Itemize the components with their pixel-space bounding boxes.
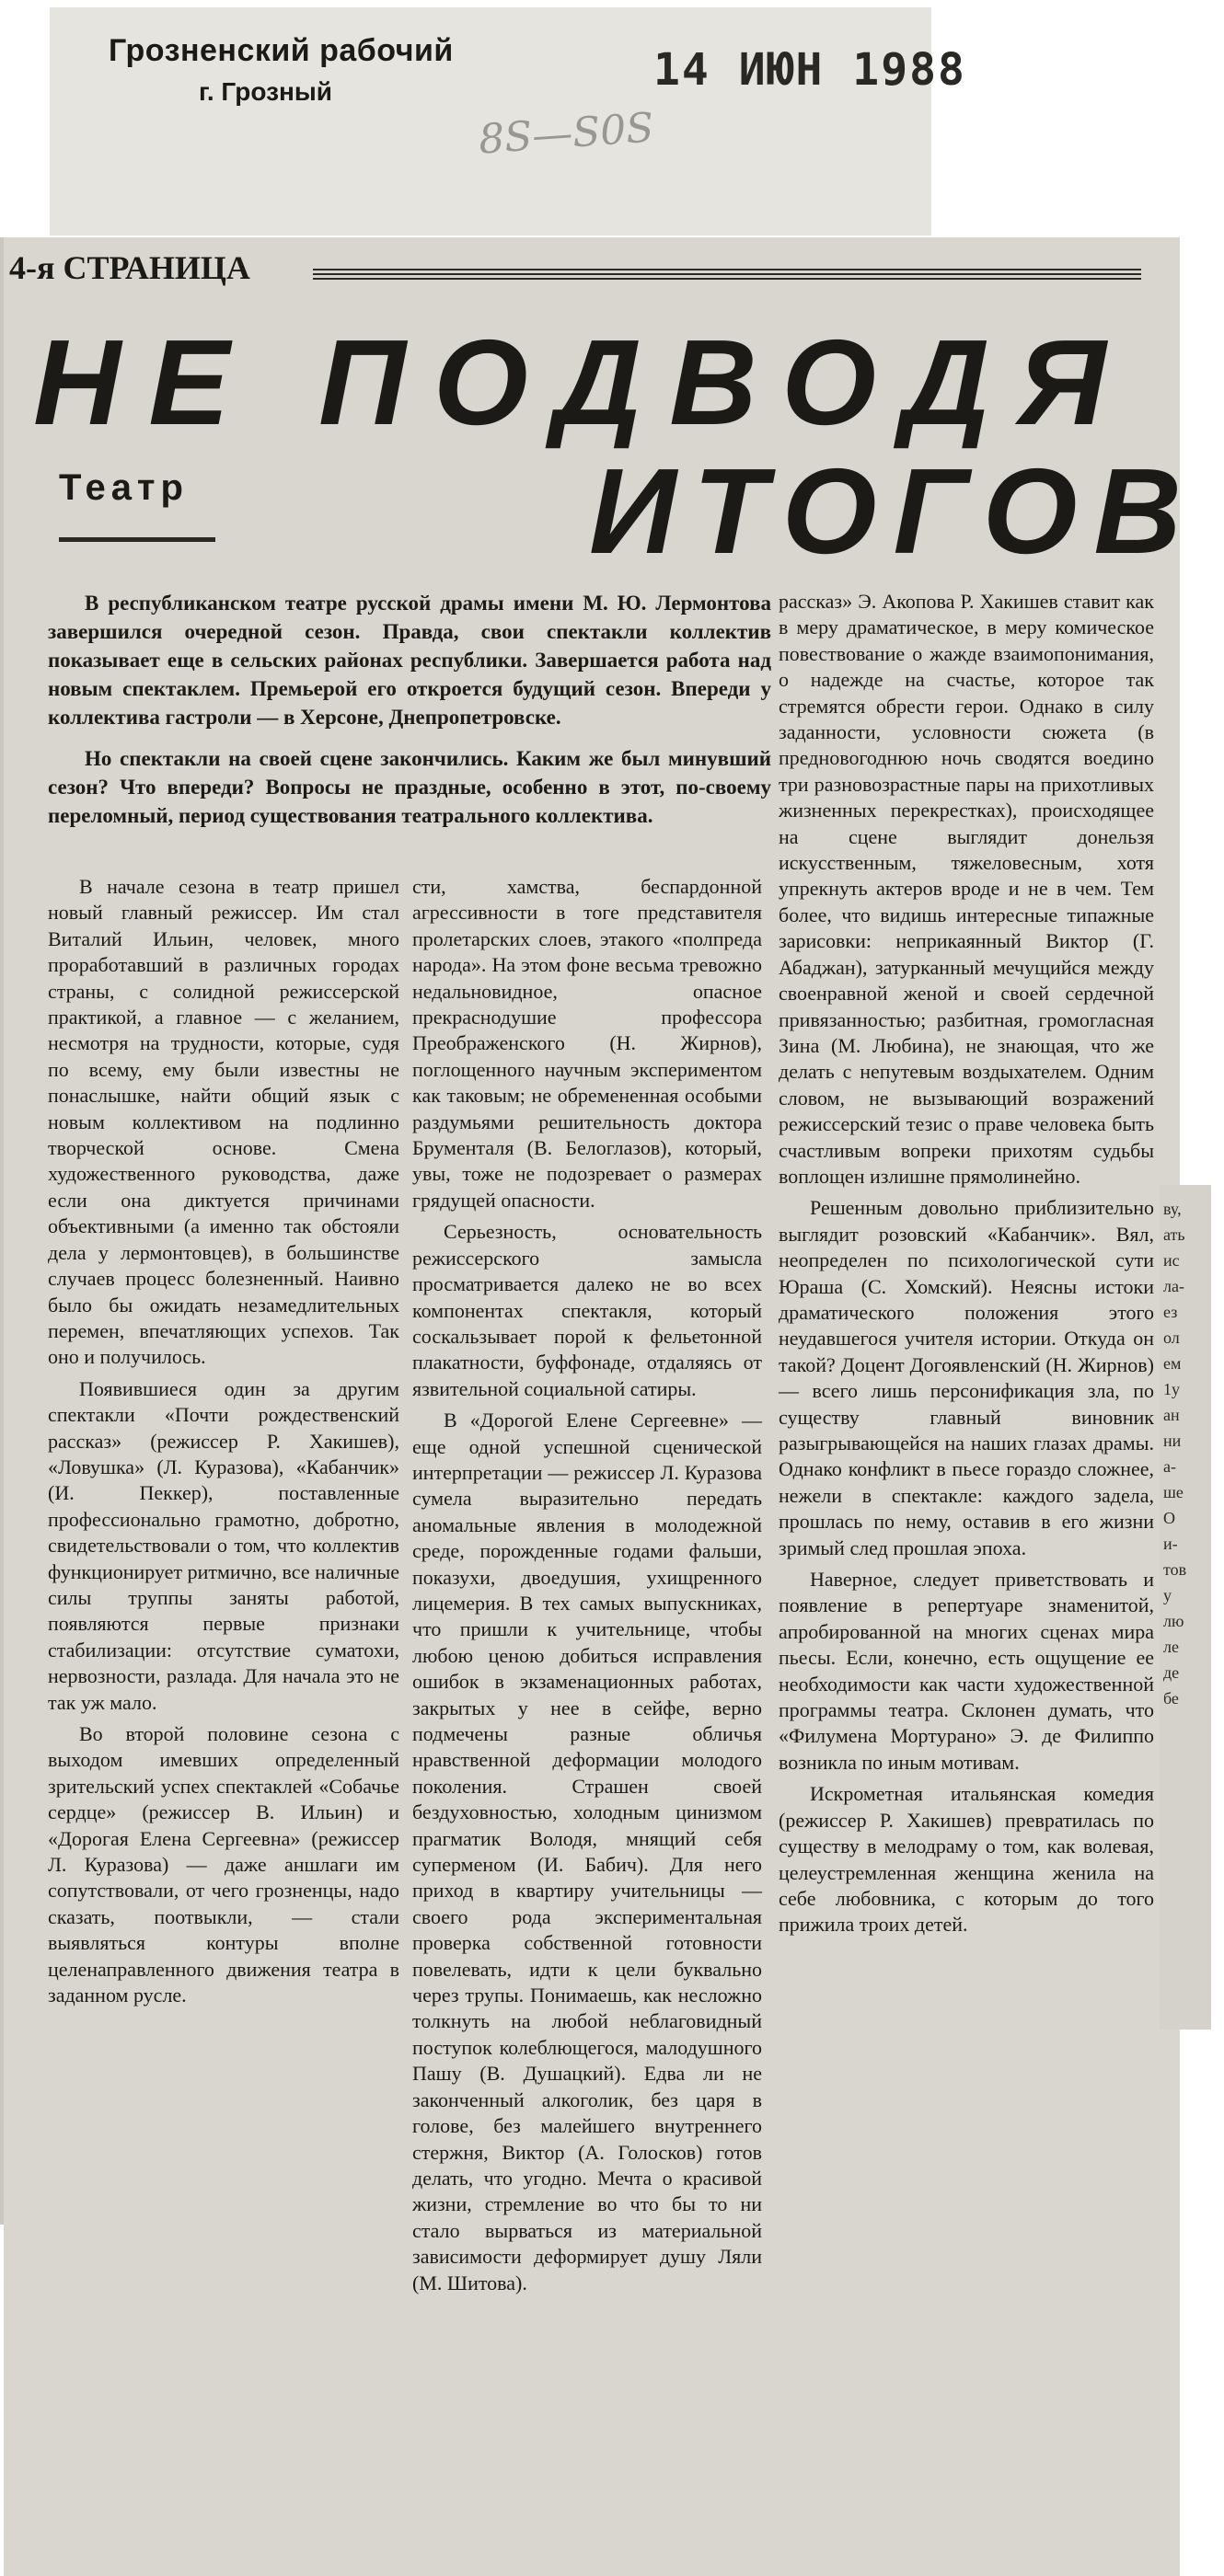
fragment-line: ис — [1163, 1251, 1180, 1270]
body-paragraph: Серьезность, основательность режиссерского замысла просматривается далеко не во всех компонентах спектакля, который соскальзывает порой к фельетонной плакатности, буффонаде, отдаляясь от язвительной социальной сатиры. — [412, 1220, 762, 1400]
body-paragraph: сти, хамства, беспардонной агрессивности в тоге представителя пролетарских слоев, этакого «полпреда народа». На этом фоне весьма тревожно недальновидное, опасное прекраснодушие профессора Преображенского (Н. Жирнов), поглощенного научным экспериментом как таковым; не обремененная особыми раздумьями решительность доктора Брументаля (В. Белоглазов), который, увы, тоже не подозревает о размерах грядущей опасности. — [412, 875, 762, 1212]
margin-fragment-text — [1163, 1196, 1207, 2015]
fragment-line: а- — [1163, 1457, 1176, 1476]
fragment-line: ни — [1163, 1432, 1182, 1450]
body-paragraph: Решенным довольно приблизительно выглядит розовский «Кабанчик». Вял, неопределен по психологической сути Юраша (С. Хомский). Неясны истоки драматического положения этого неудавшегося учителя истории. Откуда он такой? Доцент Догоявленский (Н. Жирнов) — всего лишь персонификация зла, по существу главный виновник разыгрывающейся на наших глазах драмы. Однако конфликт в пьесе гораздо сложнее, нежели в спектакле: каждого задела, прошлась по нему, оставив в его жизни зримый след прошлая эпоха. — [779, 1196, 1154, 1559]
text-column-3 — [779, 589, 1154, 1944]
fragment-line: лю — [1163, 1612, 1184, 1630]
text-column-2 — [412, 874, 762, 2302]
fragment-line: ан — [1163, 1406, 1180, 1424]
lead-paragraph: Но спектакли на своей сцене закончились. Каким же был минувший сезон? Что впереди? Вопросы не праздные, особенно в этот, по-своему переломный, период существования театрального коллектива. — [48, 747, 771, 827]
body-paragraph: Искрометная итальянская комедия (режиссер Р. Хакишев) превратилась по существу в мелодраму о том, как волевая, целеустремленная женщина женила на себе любовника, с которым до того прижила троих детей. — [779, 1782, 1154, 1937]
article-lead — [48, 589, 771, 830]
text-column-1 — [48, 874, 399, 2014]
fragment-line: ол — [1163, 1328, 1180, 1347]
rubric-label: Театр — [59, 467, 189, 508]
body-paragraph: рассказ» Э. Акопова Р. Хакишев ставит как в меру драматическое, в меру комическое повествование о жажде взаимопонимания, о надежде на счастье, которое так стремятся обрести герои. Однако в силу заданности, условности сюжета (в предновогоднюю ночь сводятся воедино три разновозрастные пары на прихотливых жизненных перекрестках), происходящее на сцене выглядит донельзя искусственным, тяжеловесным, хотя упрекнуть актеров вроде и не в чем. Тем более, что видишь интересные типажные зарисовки: неприкаянный Виктор (Г. Абаджан), затурканный мечущийся между своенравной женой и своей сердечной привязанностью; разбитная, громогласная Зина (М. Любина), не знающая, что же делать с непутевым воздыхателем. Одним словом, не вызывающий возражений режиссерский тезис о праве человека быть счастливым вопреки прихотям судьбы воплощен излишне прямолинейно. — [779, 590, 1154, 1188]
body-paragraph: В начале сезона в театр пришел новый главный режиссер. Им стал Виталий Ильин, человек, много проработавший в различных городах страны, с солидной режиссерской практикой, а главное — с желанием, несмотря на трудности, которые, судя по всему, ему были известны не понаслышке, найти общий язык с новым коллективом на подлинно творческой основе. Смена художественного руководства, даже если она диктуется причинами объективными (а именно так обстояли дела у лермонтовцев), в большинстве случаев процесс болезненный. Наивно было бы ожидать незамедлительных перемен, впечатляющих успехов. Так оно и получилось. — [48, 875, 399, 1369]
fragment-line: ем — [1163, 1354, 1182, 1373]
fragment-line: ла- — [1163, 1277, 1184, 1295]
body-paragraph: В «Дорогой Елене Сергеевне» — еще одной успешной сценической интерпретации — режиссер Л. Куразова сумела выразительно передать аномальные явления в молодежной среде, порожденные годами фальши, показухи, двоедушия, ухищренного лицемерия. В тех самых выпускниках, что пришли к учительнице, чтобы любою ценою добиться исправления ошибок в экзаменационных работах, закрытых у нее в сейфе, верно подмечены разные обличья нравственной деформации молодого поколения. Страшен своей бездуховностью, холодным цинизмом прагматик Володя, мнящий себя суперменом (И. Бабич). Для него приход в квартиру учительницы — своего рода экспериментальная проверка собственной готовности повелевать, идти к цели буквально через трупы. Понимаешь, как несложно толкнуть на любой неблаговидный поступок колеблющегося, малодушного Пашу (В. Душацкий). Едва ли не законченный алкоголик, без царя в голове, без малейшего внутреннего стержня, Виктор (А. Голосков) готов делать, что угодно. Мечта о красивой жизни, стремление во что бы то ни стало вырваться из материальной зависимости деформирует душу Ляли (М. Шитова). — [412, 1409, 762, 2294]
source-newspaper-name: Грозненский рабочий — [109, 33, 454, 68]
fragment-line: и- — [1163, 1535, 1178, 1553]
page-header-rule — [313, 267, 1141, 280]
fragment-line: ву, — [1163, 1200, 1182, 1218]
rubric-underline — [59, 537, 215, 542]
headline-line-2: ИТОГОВ — [589, 443, 1198, 579]
fragment-line: О — [1163, 1509, 1175, 1527]
fragment-line: ше — [1163, 1483, 1184, 1501]
fragment-line: 1у — [1163, 1380, 1180, 1398]
page-label: 4-я СТРАНИЦА — [9, 249, 250, 286]
fragment-line: ез — [1163, 1303, 1178, 1321]
body-paragraph: Наверное, следует приветствовать и появление в репертуаре знаменитой, апробированной на многих сценах мира пьесы. Если, конечно, есть ощущение ее необходимости как части художественной программы театра. Склонен думать, что «Филумена Мортурано» Э. де Филиппо возникла по иным мотивам. — [779, 1568, 1154, 1774]
body-paragraph: Появившиеся один за другим спектакли «Почти рождественский рассказ» (режиссер Р. Хакишев), «Ловушка» (Л. Куразова), «Кабанчик» (И. Пеккер), поставленные профессионально грамотно, добротно, свидетельствовали о том, что коллектив функционирует ритмично, все наличные силы труппы заняты работой, появляются первые признаки стабилизации: отсутствие суматохи, нервозности, разлада. Для начала это не так уж мало. — [48, 1376, 399, 1714]
fragment-line: ать — [1163, 1225, 1185, 1244]
fragment-line: тов — [1163, 1560, 1187, 1579]
fragment-line: де — [1163, 1663, 1180, 1682]
fragment-line: ле — [1163, 1638, 1179, 1656]
lead-paragraph: В республиканском театре русской драмы имени М. Ю. Лермонтова завершился очередной сезон. Правда, свои спектакли коллектив показывает еще в сельских районах республики. Завершается работа над новым спектаклем. Премьерой его откроется будущий сезон. Впереди у коллектива гастроли — в Херсоне, Днепропетровске. — [48, 592, 771, 729]
headline-line-1: НЕ ПОДВОДЯ — [33, 315, 1134, 450]
fragment-line: бе — [1163, 1689, 1179, 1708]
fragment-line: у — [1163, 1586, 1172, 1604]
date-stamp: 14 ИЮН 1988 — [653, 44, 966, 96]
handwritten-note: 8Ѕ—Ѕ0Ѕ — [477, 104, 655, 164]
source-city: г. Грозный — [199, 77, 333, 106]
body-paragraph: Во второй половине сезона с выходом имевших определенный зрительский успех спектаклей «Собачье сердце» (режиссер В. Ильин) и «Дорогая Елена Сергеевна» (режиссер Л. Куразова) — даже аншлаги им сопутствовали, от чего грозненцы, надо сказать, поотвыкли, — стали выявляться контуры вполне целенаправленного движения театра в заданном русле. — [48, 1722, 399, 2007]
